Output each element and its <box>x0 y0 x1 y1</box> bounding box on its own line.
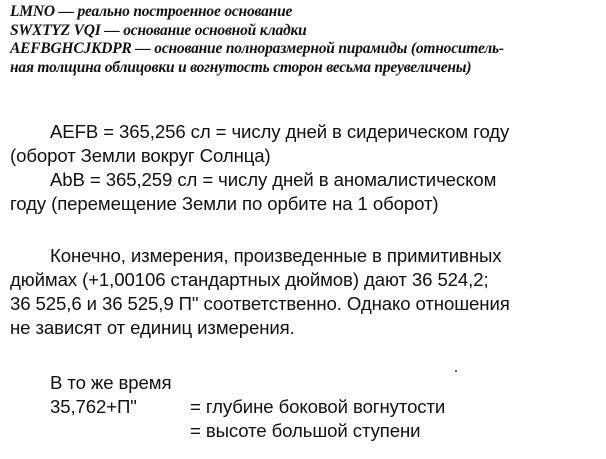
scan-speck <box>455 370 457 372</box>
figure-legend <box>10 3 602 77</box>
legend-line-base-built: LMNO — реально построенное основание <box>10 3 293 20</box>
sidereal-equation: AEFB = 365,256 сл = числу дней в сидерическом году <box>50 121 510 142</box>
legend-line-base-full-pyramid: AEFBGHCJKDPR — основание полноразмерной пирамиды (относитель- <box>10 40 504 57</box>
paragraph-year-equations <box>10 120 602 216</box>
equation-concavity: = глубине боковой вогнутости <box>190 396 446 417</box>
anomalistic-note: году (перемещение Земли по орбите на 1 оборот) <box>10 193 439 214</box>
anomalistic-equation: AbB = 365,259 сл = числу дней в аномалистическом <box>50 169 497 190</box>
equation-step-height: = высоте большой ступени <box>190 420 421 441</box>
intro-text: В то же время <box>50 372 172 393</box>
paragraph-concavity <box>10 371 602 443</box>
sidereal-note: (оборот Земли вокруг Солнца) <box>10 145 271 166</box>
legend-line-base-masonry: SWXTYZ VQI — основание основной кладки <box>10 21 307 39</box>
equation-left-side: 35,762+П" <box>50 396 137 417</box>
paragraph-line: 36 525,6 и 36 525,9 П" соответственно. Однако отношения <box>10 293 510 314</box>
paragraph-line: не зависят от единиц измерения. <box>10 317 295 338</box>
legend-line-note: ная толщина облицовки и вогнутость сторон весьма преувеличены) <box>10 58 472 76</box>
paragraph-line: Конечно, измерения, произведенные в примитивных <box>50 245 502 266</box>
paragraph-line: дюймах (+1,00106 стандартных дюймов) дают 36 524,2; <box>10 269 489 290</box>
paragraph-primitive-inches <box>10 244 602 340</box>
